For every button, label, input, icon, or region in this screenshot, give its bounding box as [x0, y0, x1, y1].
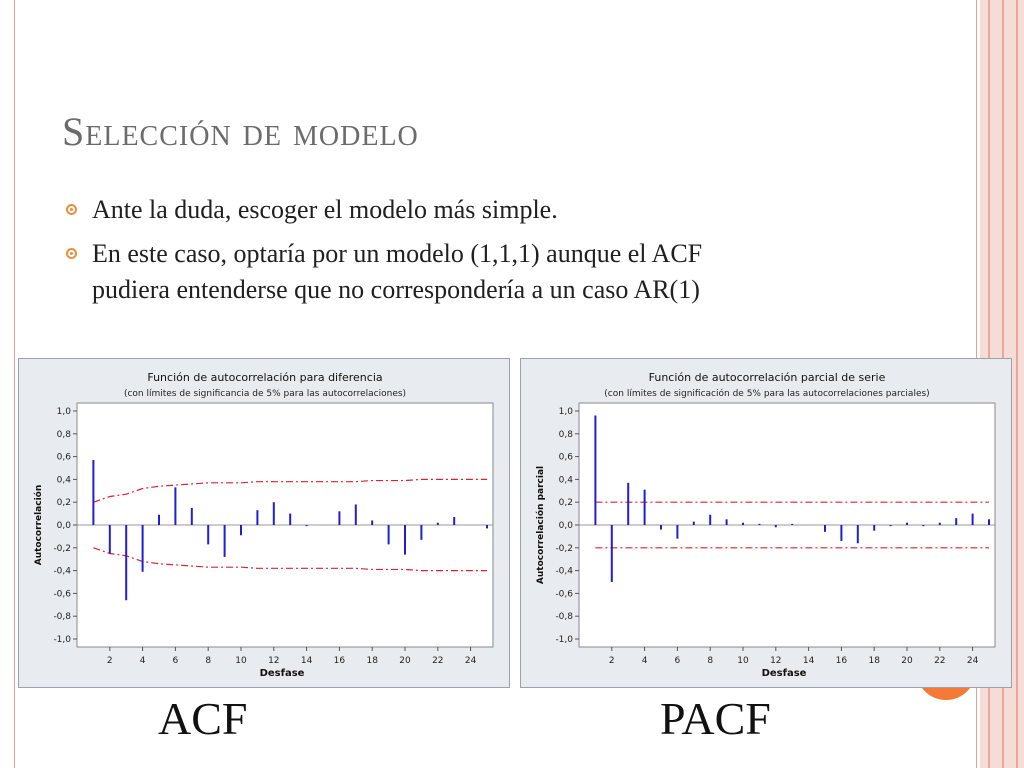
y-tick-label: 0,8: [558, 429, 573, 440]
x-tick-label: 2: [608, 656, 615, 666]
chart-subtitle: (con límites de significancia de 5% para las autocorrelaciones): [123, 389, 407, 399]
x-tick-label: 10: [235, 656, 247, 666]
x-tick-label: 8: [707, 656, 714, 666]
y-tick-label: 0,4: [558, 475, 573, 486]
y-tick-label: -0,2: [53, 543, 71, 554]
x-tick-label: 20: [399, 656, 411, 666]
y-tick-label: 0,2: [56, 498, 71, 509]
x-tick-label: 6: [674, 656, 681, 666]
chart-title: Función de autocorrelación para diferencia: [147, 371, 383, 384]
y-tick-label: -0,6: [555, 589, 573, 600]
y-tick-label: 0,8: [56, 429, 71, 440]
x-tick-label: 22: [432, 656, 444, 666]
x-tick-label: 22: [934, 656, 946, 666]
frame-line-left: [14, 0, 15, 768]
y-tick-label: -0,4: [53, 566, 71, 577]
x-tick-label: 8: [205, 656, 212, 666]
y-tick-label: 0,6: [56, 452, 71, 463]
y-tick-label: -0,4: [555, 566, 573, 577]
x-axis-label: Desfase: [259, 668, 305, 679]
pacf-chart-panel: [520, 358, 1012, 688]
x-tick-label: 24: [966, 656, 979, 666]
y-tick-label: 0,2: [558, 498, 573, 509]
y-tick-label: 0,6: [558, 452, 573, 463]
y-axis-label: Autocorrelación: [34, 484, 44, 566]
x-tick-label: 2: [106, 656, 113, 666]
bullet-icon: [66, 248, 77, 259]
x-tick-label: 24: [464, 656, 477, 666]
x-tick-label: 18: [366, 656, 378, 666]
x-tick-label: 12: [268, 656, 280, 666]
chart-title: Función de autocorrelación parcial de serie: [648, 371, 886, 384]
x-tick-label: 10: [737, 656, 749, 666]
x-tick-label: 20: [901, 656, 913, 666]
x-axis-label: Desfase: [761, 668, 807, 679]
y-tick-label: -1,0: [555, 635, 573, 645]
x-tick-label: 14: [300, 656, 313, 666]
y-tick-label: -0,8: [555, 612, 573, 623]
bullet-item: [66, 192, 786, 228]
x-tick-label: 18: [868, 656, 880, 666]
x-tick-label: 4: [139, 656, 146, 666]
y-tick-label: 1,0: [558, 407, 573, 417]
x-tick-label: 16: [835, 656, 848, 666]
acf-caption: ACF: [158, 693, 248, 744]
y-tick-label: 0,0: [558, 521, 573, 531]
y-tick-label: -0,6: [53, 589, 71, 600]
x-tick-label: 14: [802, 656, 815, 666]
pacf-caption: PACF: [660, 693, 771, 744]
y-axis-label: Autocorrelación parcial: [536, 465, 546, 585]
x-tick-label: 6: [172, 656, 179, 666]
x-tick-label: 4: [641, 656, 648, 666]
y-tick-label: 1,0: [56, 407, 71, 417]
acf-chart: [19, 359, 511, 689]
chart-subtitle: (con límites de significación de 5% para las autocorrelaciones parciales): [604, 389, 930, 399]
y-tick-label: 0,4: [56, 475, 71, 486]
y-tick-label: -0,8: [53, 612, 71, 623]
x-tick-label: 16: [333, 656, 346, 666]
pacf-chart: [521, 359, 1013, 689]
y-tick-label: 0,0: [56, 521, 71, 531]
bullet-text: Ante la duda, escoger el modelo más simple.: [92, 195, 558, 224]
bullet-list: [66, 192, 786, 316]
x-tick-label: 12: [770, 656, 782, 666]
y-tick-label: -1,0: [53, 635, 71, 645]
slide-title: Selección de modelo: [62, 109, 419, 154]
y-tick-label: -0,2: [555, 543, 573, 554]
bullet-text: En este caso, optaría por un modelo (1,1,1) aunque el ACF pudiera entenderse que no correspondería a un caso AR(1): [92, 239, 703, 304]
acf-chart-panel: [18, 358, 510, 688]
bullet-item: [66, 236, 786, 308]
bullet-icon: [66, 204, 77, 215]
